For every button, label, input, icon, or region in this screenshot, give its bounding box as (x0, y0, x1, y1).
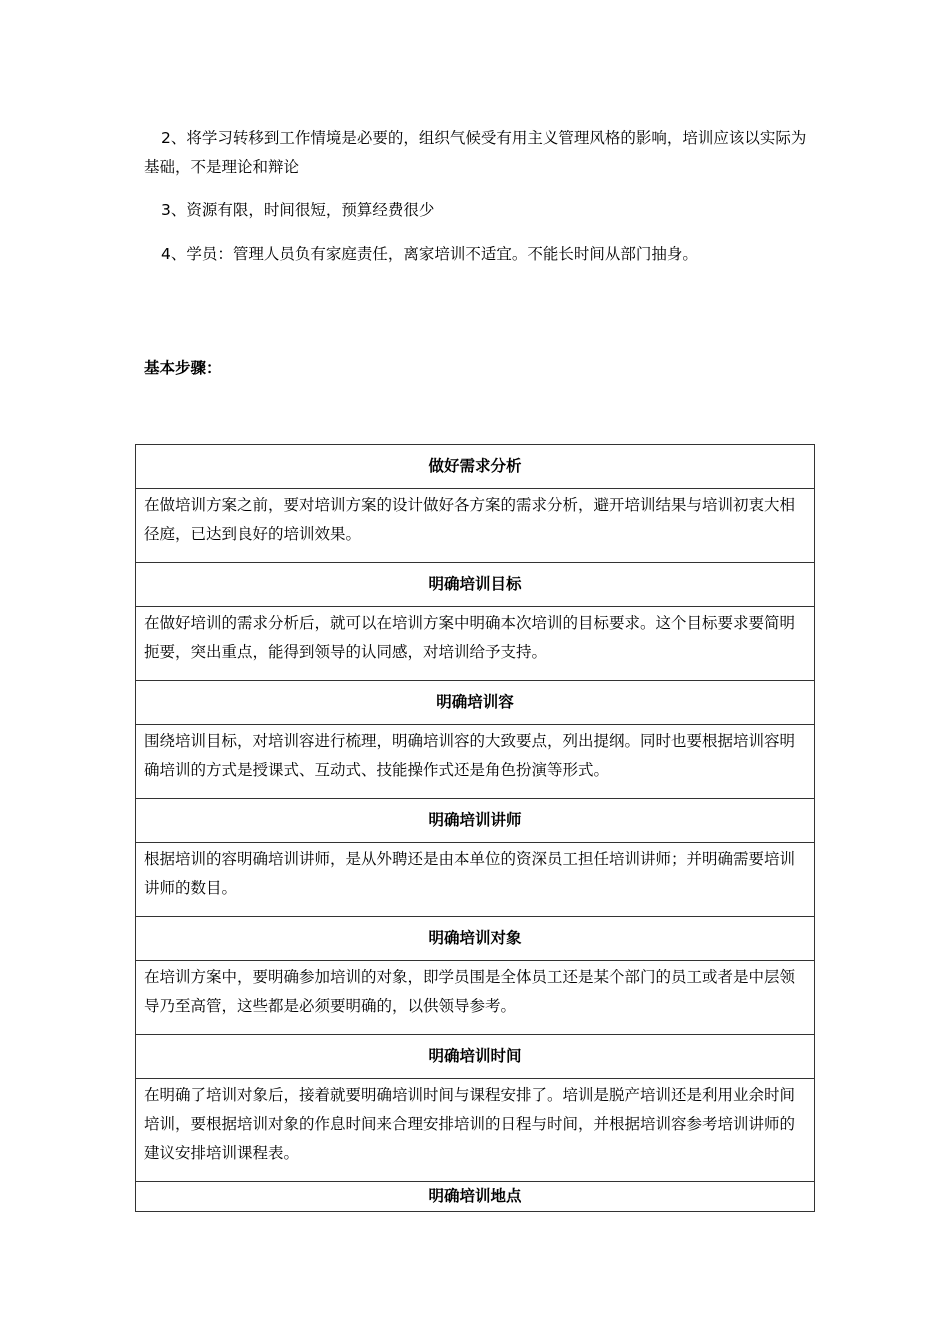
table-row (136, 1182, 815, 1212)
step-title-text: 明确培训时间 (428, 1047, 522, 1065)
table-row (136, 1035, 815, 1079)
step-title-text: 明确培训目标 (428, 575, 522, 593)
table-row (136, 961, 815, 1035)
step-body-text: 在做好培训的需求分析后，就可以在培训方案中明确本次培训的目标要求。这个目标要求要简明扼要，突出重点，能得到领导的认同感，对培训给予支持。 (144, 614, 796, 661)
step-title (136, 445, 815, 489)
table-row (136, 563, 815, 607)
step-title-text: 做好需求分析 (428, 457, 522, 475)
step-title-text: 明确培训地点 (428, 1187, 522, 1205)
step-title (136, 799, 815, 843)
step-title (136, 681, 815, 725)
step-title (136, 917, 815, 961)
intro-item-4: 4、学员：管理人员负有家庭责任，离家培训不适宜。不能长时间从部门抽身。 (161, 245, 698, 263)
step-body-text: 根据培训的容明确培训讲师，是从外聘还是由本单位的资深员工担任培训讲师；并明确需要培训讲师的数目。 (144, 850, 796, 897)
table-row (136, 489, 815, 563)
table-row (136, 799, 815, 843)
table-row (136, 681, 815, 725)
table-row (136, 1079, 815, 1182)
step-title-text: 明确培训对象 (428, 929, 522, 947)
step-body (136, 843, 815, 917)
table-row (136, 445, 815, 489)
steps-heading: 基本步骤： (144, 359, 222, 377)
table-row (136, 725, 815, 799)
step-body-text: 在培训方案中，要明确参加培训的对象，即学员围是全体员工还是某个部门的员工或者是中层领导乃至高管，这些都是必须要明确的，以供领导参考。 (144, 968, 796, 1015)
step-body (136, 961, 815, 1035)
step-body-text: 在做培训方案之前，要对培训方案的设计做好各方案的需求分析，避开培训结果与培训初衷大相径庭，已达到良好的培训效果。 (144, 496, 796, 543)
step-title-text: 明确培训讲师 (428, 811, 522, 829)
step-title (136, 1182, 815, 1212)
step-body (136, 725, 815, 799)
intro-item-2: 2、将学习转移到工作情境是必要的，组织气候受有用主义管理风格的影响，培训应该以实际为基础，不是理论和辩论 (144, 129, 807, 176)
steps-table (135, 444, 815, 1212)
table-row (136, 917, 815, 961)
step-title (136, 563, 815, 607)
step-title-text: 明确培训容 (436, 693, 514, 711)
step-body-text: 围绕培训目标，对培训容进行梳理，明确培训容的大致要点，列出提纲。同时也要根据培训容明确培训的方式是授课式、互动式、技能操作式还是角色扮演等形式。 (144, 732, 796, 779)
step-body (136, 489, 815, 563)
intro-item-3: 3、资源有限，时间很短，预算经费很少 (161, 201, 435, 219)
step-body (136, 1079, 815, 1182)
step-body-text: 在明确了培训对象后，接着就要明确培训时间与课程安排了。培训是脱产培训还是利用业余时间培训，要根据培训对象的作息时间来合理安排培训的日程与时间，并根据培训容参考培训讲师的建议安排培训课程表。 (144, 1086, 796, 1162)
step-title (136, 1035, 815, 1079)
step-body (136, 607, 815, 681)
table-row (136, 607, 815, 681)
table-row (136, 843, 815, 917)
